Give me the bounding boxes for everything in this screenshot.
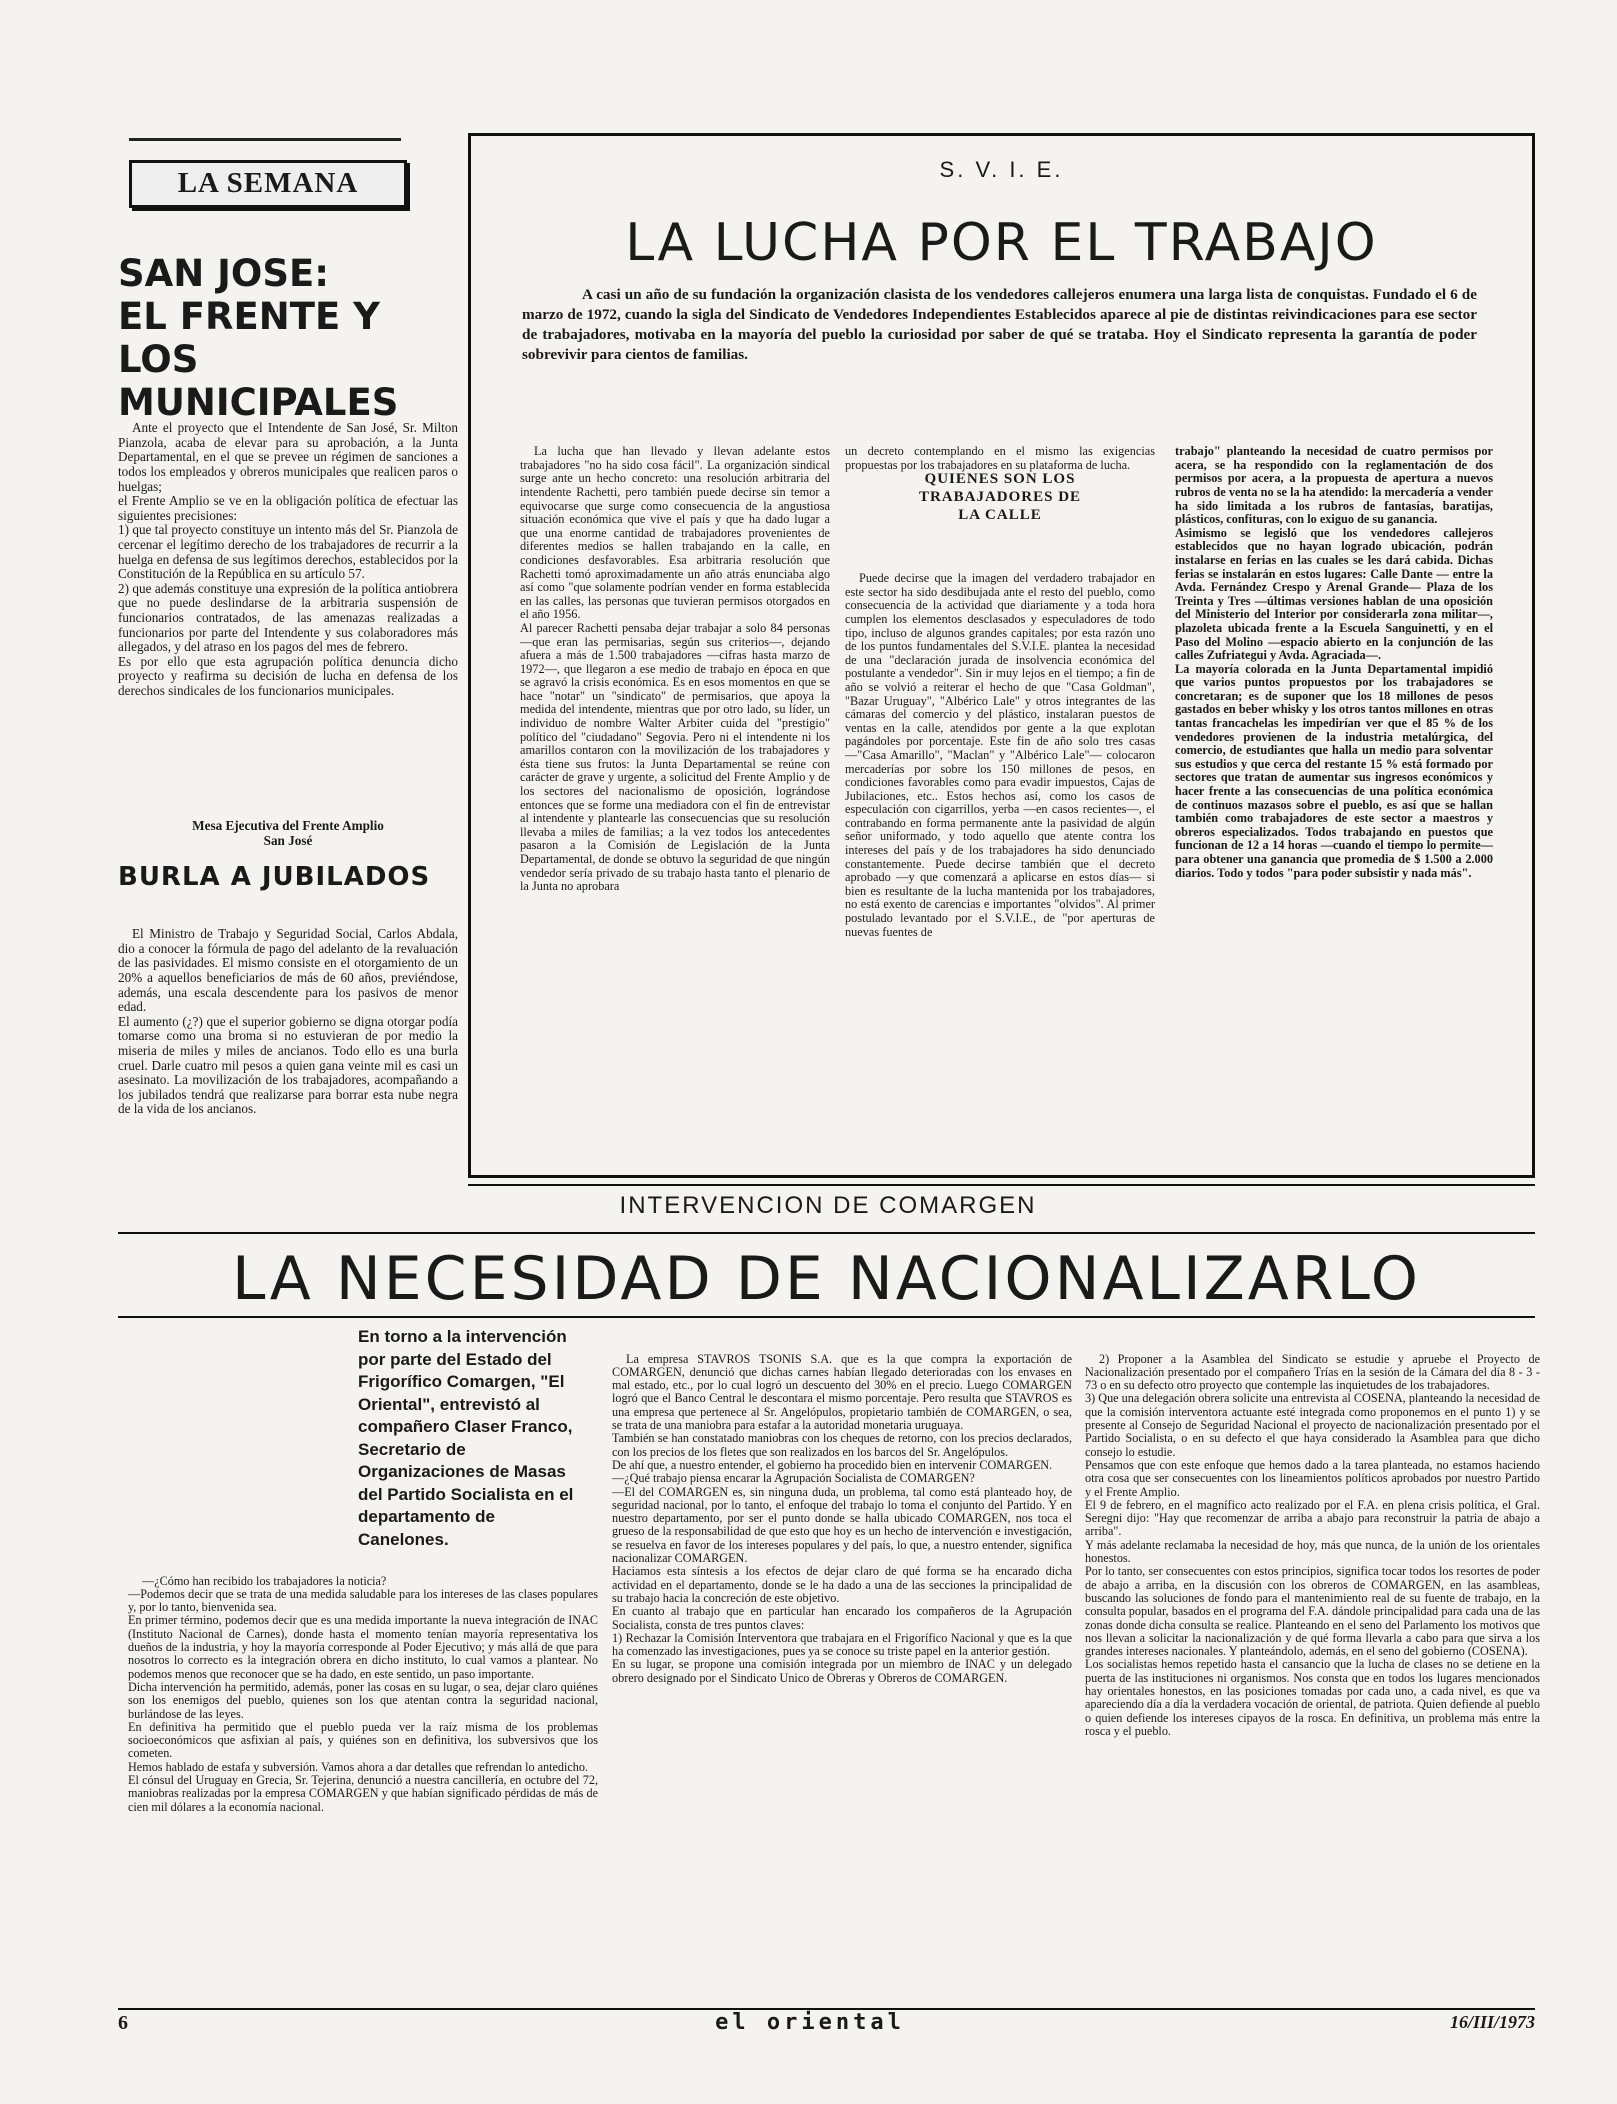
comargen-headline: LA NECESIDAD DE NACIONALIZARLO — [231, 1244, 1422, 1314]
svie-kicker: S. V. I. E. — [939, 157, 1064, 182]
story1-body: Ante el proyecto que el Intendente de San José, Sr. Milton Pianzola, acaba de elevar para su aprobación, a la Junta Departamental, en el que se prevee un régimen de sanciones a todos los empleados y obreros municipales que realicen paros o huelgas; el Frente Amplio se ve en la obligación política de efectuar las siguientes precisiones: 1) que tal proyecto constituye un intento más del Sr. Pianzola de cercenar el legítimo derecho de los trabajadores de recurrir a la huelga en defensa de sus legítimos derechos, establecidos por la Constitución de la República en su artículo 57. 2) que además constituye una expresión de la política antiobrera que no puede deslindarse de la arbitraria suspensión de funcionarios contratados, de las amenazas realizadas a funcionarios por parte del Intendente y sus colaboradores más allegados, y del atraso en los pagos del mes de febrero. Es por ello que esta agrupación política denuncia dicho proyecto y reafirma su decisión de lucha en defensa de los derechos sindicales de los funcionarios municipales. — [118, 420, 458, 698]
story1-signature: Mesa Ejecutiva del Frente Amplio San José — [192, 818, 384, 848]
svie-col1: La lucha que han llevado y llevan adelante estos trabajadores "no ha sido cosa fácil". La organización sindical surge ante un hecho concreto: una resolución arbitraria del intendente Rachetti, pero también puede decirse sin temor a equivocarse que surge como consecuencia de la angustiosa situación económica que vive el país y que ha dado lugar a que una enorme cantidad de trabajadores provenientes de diferentes medios se hallen trabajando en la calle, en condiciones desfavorables. Esa arbitraria resolución que Rachetti tomó aproximadamente un año atrás enunciaba algo así como "que solamente podrían vender en forma establecida en las calles, las personas que tuvieran permisos otorgados en el año 1956. Al parecer Rachetti pensaba dejar trabajar a solo 84 personas —que eran las permisarias, según sus criterios—, dejando afuera a más de 1.500 trabajadores —cifras hasta marzo de 1972—, que llegaron a ese medio de trabajo en época en que se agravó la crisis económica. Es en esos momentos en que se hace "notar" un "sindicato" de permisarios, que apoya la medida del intendente, mientras que por otro lado, su líder, un individuo de nombre Walter Arbiter cuida del "prestigio" político del "ciudadano" Segovia. Pero ni el intendente ni los amarillos contaron con la movilización de los trabajadores y ésta tiene sus frutos: la Junta Departamental se reúne con carácter de grave y urgente, a solicitud del Frente Amplio y de los sectores del nacionalismo de oposición, lográndose entonces que se forme una mediadora con el fin de entrevistar al intendente y plantearle las consecuencias que su resolución llevaba a miles de familias; a la vez todos los antecedentes pasaron a la Comisión de Legislación de la Junta Departamental, de donde se obtuvo la seguridad de que ningún vendedor sería privado de su trabajo hasta tanto el plenario de la Junta no aprobara — [520, 444, 830, 894]
svie-headline: LA LUCHA POR EL TRABAJO — [625, 213, 1378, 273]
footer-date: 16/III/1973 — [1449, 2012, 1535, 2032]
comargen-kicker-rule — [118, 1232, 1535, 1234]
svie-col3: trabajo" planteando la necesidad de cuatro permisos por acera, se ha respondido con la reglamentación de dos permisos por acera, a la propuesta de apertura a nuevos rubros de venta no se la ha atendido: la mercadería a vender ha sido limitada a los rubros de fantasías, baratijas, plásticos, confituras, con lo exiguo de su ganancia. Asimismo se legisló que los vendedores callejeros establecidos que no hayan logrado ubicación, podrán instalarse en ferias en las cuales se les dará cabida. Dichas ferias se instalarán en estos lugares: Calle Dante — entre la Avda. Fernández Crespo y Arenal Grande— Plaza de los Treinta y Tres —últimas versiones hablan de una oposición del Ministerio del Interior por considerarla zona militar—, plazoleta ubicada frente a la Escuela Sanguinetti, y en el Paso del Molino —espacio abierto en la conjunción de las calles Zufriategui y Avda. Agraciada—. La mayoría colorada en la Junta Departamental impidió que varios puntos propuestos por los trabajadores se concretaran; es de suponer que los 18 millones de pesos gastados en beber whisky y los otros tantos millones en otras tantas francachelas les impedirían ver que el 85 % de los vendedores provienen de la industria metalúrgica, del comercio, de estudiantes que halla un medio para solventar sus estudios y que cerca del restante 15 % está formado por sectores que tratan de aumentar sus ingresos económicos y hacer frente a las consecuencias de una política económica de continuos mazasos sobre el pueblo, es así que se hallan también como trabajadores de este sector a maestros y obreros especializados. Todos trabajando en puestos que funcionan de 12 a 14 horas —cuando el tiempo lo permite— para obtener una ganancia que promedia de $ 1.500 a 2.000 diarios. Todo y todos "para poder subsistir y nada más". — [1175, 444, 1493, 880]
svie-col2: Puede decirse que la imagen del verdadero trabajador en este sector ha sido desdibujada ante el resto del pueblo, como consecuencia de la actividad que diariamente y a toda hora cumplen los elementos desclasados y especuladores de todo tipo, incluso de algunos grandes capitales; por esta razón uno de los puntos fundamentales del S.V.I.E. plantea la necesidad de una "declaración jurada de insolvencia económica del postulante a vendedor". Sin ir muy lejos en el tiempo; a fin de año se volvió a reiterar el hecho de que "Casa Goldman", "Bazar Uruguay", "Albérico Lale" y otros integrantes de las cámaras del comercio y del plástico, instalaran puestos de ventas en la calle, atendidos por gente a la que explotan pagándoles por porcentaje. Este fin de año solo tres casas —"Casa Amarillo", "Maclan" y "Albérico Lale"— colocaron mercaderías por sobre los 150 millones de pesos, en condiciones favorables como para evadir impuestos, Cajas de Jubilaciones, etc.. Estos hechos así, como los casos de especulación con cigarrillos, yerba —en casos recientes—, el contrabando en forma permanente ante la pasividad de algún señor uniformado, y todo aquello que atente contra los intereses del país y de los trabajadores ha sido denunciado constantemente. Puede decirse también que el decreto aprobado —y que comenzará a aplicarse en estos días— si bien es resultante de la lucha mantenida por los trabajadores, no está exento de carencias e importantes "olvidos". Al primer postulado levantado por el S.V.I.E., de "por aperturas de nuevas fuentes de — [845, 571, 1159, 939]
svie-lead: A casi un año de su fundación la organización clasista de los vendedores callejeros enumera una larga lista de conquistas. Fundado el 6 de marzo de 1972, cuando la sigla del Sindicato de Vendedores Independientes Establecidos aparece al pie de distintas reivindicaciones para ese sector de trabajadores, motivaba en la mayoría del pueblo la curiosidad por saber de qué se trataba. Hoy el Sindicato representa la garantía de poder sobrevivir para cientos de familias. — [522, 286, 1481, 363]
story2-body: El Ministro de Trabajo y Seguridad Social, Carlos Abdala, dio a conocer la fórmula de pago del adelanto de la revaluación de las pasividades. El mismo consiste en el otorgamiento de un 20% a aquellos beneficiarios de más de 60 años, previéndose, además, una escala descendente para los pasivos de menor edad. El aumento (¿?) que el superior gobierno se digna otorgar podía tomarse como una broma si no estuvieran de por medio la miseria de miles y miles de ancianos. Todo ello es una burla cruel. Darle cuatro mil pesos a quien gana veinte mil es casi un asesinato. La movilización de los trabajadores, acompañando a los jubilados tendrá que realizarse para borrar esta nube negra de la vida de los ancianos. — [118, 926, 458, 1117]
comargen-col3: 2) Proponer a la Asamblea del Sindicato se estudie y apruebe el Proyecto de Nacionalización presentado por el compañero Trías en la sesión de la Cámara del día 8 - 3 - 73 o en su defecto otro proyecto que contemple las inquietudes de los trabajadores. 3) Que una delegación obrera solicite una entrevista al COSENA, planteando la necesidad de que la comisión interventora actuante esté integrada como proponemos en el punto 1) y se presente al Consejo de Seguridad Nacional el proyecto de nacionalización presentado por el Partido Socialista, o en su defecto el que haya considerado la Asamblea para que dicho consejo lo estudie. Pensamos que con este enfoque que hemos dado a la tarea planteada, no estamos haciendo otra cosa que ser consecuentes con los lineamientos políticos aprobados por nuestro Partido y el Frente Amplio. El 9 de febrero, en el magnífico acto realizado por el F.A. en plena crisis política, el Gral. Seregni dijo: "Hay que recomenzar de arriba a abajo para reconstruir la patria de abajo a arriba". Y más adelante reclamaba la necesidad de hoy, más que nunca, de la unión de los orientales honestos. Por lo tanto, ser consecuentes con estos principios, significa tocar todos los resortes de poder de abajo a arriba, en la discusión con los obreros de COMARGEN, en las asambleas, buscando las soluciones de fondo para el mantenimiento real de su fuente de trabajo, en la consulta popular, basados en el programa del F.A. dándole principalidad para cada una de las zonas donde dicha consulta se realice. Planteando en el seno del Parlamento los motivos que nos llevan a solicitar la nacionalización y de qué forma llevarla a cabo para que sirva a los grandes intereses nacionales. Y planteándolo, además, en el seno del gobierno (COSENA). Los socialistas hemos repetido hasta el cansancio que la lucha de clases no se detiene en la puerta de las instituciones ni organismos. Nos consta que en todos los lugares mencionados hay orientales honestos, en las posiciones tomadas por cada uno, a cada nivel, es que va apareciendo día a día la verdadera vocación de oriental, de patriota. Quien defiende al pueblo o quien defiende los intereses cipayos de la rosca. En definitiva, un problema más entre la rosca y el pueblo. — [1085, 1351, 1540, 1738]
story1-headline: SAN JOSE: EL FRENTE Y LOS MUNICIPALES — [118, 252, 399, 424]
top-rule — [129, 138, 401, 141]
footer-paper-name: el oriental — [715, 2010, 905, 2035]
footer-page-number: 6 — [118, 2012, 128, 2034]
comargen-col2: La empresa STAVROS TSONIS S.A. que es la que compra la exportación de COMARGEN, denunció que dichas carnes habían llegado deterioradas con los envases en mal estado, etc., por lo cual logró un descuento del 30% en el precio. Luego COMARGEN logró que el Banco Central le descontara el mismo porcentaje. Pero resulta que STAVROS es una empresa que pertenece al Sr. Angelópulos, propietario también de COMARGEN, o sea, se trata de una maniobra para estafar a la autoridad monetaria uruguaya. También se han constatado maniobras con los cheques de retorno, con los precios declarados, con los precios de los fletes que son realizados en los barcos del Sr. Angelópulos. De ahí que, a nuestro entender, el gobierno ha procedido bien en intervenir COMARGEN. —¿Qué trabajo piensa encarar la Agrupación Socialista de COMARGEN? —El del COMARGEN es, sin ninguna duda, un problema, tal como está planteado hoy, de seguridad nacional, por lo tanto, el enfoque del trabajo lo toma el conjunto del Partido. Y en nuestro departamento, por ser el punto donde se halla ubicado COMARGEN, nos toca el grueso de la responsabilidad de que esto que hoy es un hecho de intervención e investigación, se resuelva en favor de los intereses populares y del país, lo que, a nuestro entender, significa nacionalizar COMARGEN. Haciamos esta síntesis a los efectos de dejar claro de qué forma se ha encarado dicha actividad en el departamento, donde se le ha dado a una de las secciones la principalidad de su trabajo hacia la concreción de este objetivo. En cuanto al trabajo que en particular han encarado los compañeros de la Agrupación Socialista, consta de tres puntos claves: 1) Rechazar la Comisión Interventora que trabajara en el Frigorífico Nacional y que es la que ha comenzado las investigaciones, pues ya se conoce su triste papel en la anterior gestión. En su lugar, se propone una comisión integrada por un miembro de INAC y un delegado obrero designado por el Sindicato Unico de Obreras y Obreros de COMARGEN. — [612, 1351, 1072, 1685]
comargen-kicker: INTERVENCION DE COMARGEN — [619, 1192, 1037, 1219]
comargen-intro: En torno a la intervención por parte del Estado del Frigorífico Comargen, "El Oriental", entrevistó al compañero Claser Franco, Secretario de Organizaciones de Masas del Partido Socialista en el departamento de Canelones. — [358, 1327, 574, 1549]
story2-headline: BURLA A JUBILADOS — [118, 862, 431, 892]
comargen-top-rule — [468, 1184, 1535, 1186]
comargen-head-rule — [118, 1316, 1535, 1318]
svie-col2-top: un decreto contemplando en el mismo las exigencias propuestas por los trabajadores en su plataforma de lucha. — [845, 444, 1159, 472]
svie-subhead: QUIENES SON LOS TRABAJADORES DE LA CALLE — [918, 471, 1082, 523]
comargen-col1: —¿Cómo han recibido los trabajadores la noticia? —Podemos decir que se trata de una medida saludable para los intereses de las clases populares y, por lo tanto, bienvenida sea. En primer término, podemos decir que es una medida importante la nueva integración de INAC (Instituto Nacional de Carnes), donde hasta el momento tenían mayoría representativa los dueños de la industria, y hoy la mayoría corresponde al Poder Ejecutivo; y más allá de que para nosotros lo correcto es la integración obrera en dicho instituto, lo cual vamos a plantear. No podemos menos que reconocer que se ha dado, en este sentido, un paso importante. Dicha intervención ha permitido, además, poner las cosas en su lugar, o sea, dejar claro quiénes son los enemigos del pueblo, quienes son los que atentan contra la seguridad nacional, burlándose de las leyes. En definitiva ha permitido que el pueblo pueda ver la raíz misma de los problemas socioeconómicos que asfixian al país, y quiénes son en definitiva, los subversivos que los cometen. Hemos hablado de estafa y subversión. Vamos ahora a dar detalles que refrendan lo antedicho. El cónsul del Uruguay en Grecia, Sr. Tejerina, denunció a nuestra cancillería, en octubre del 72, maniobras realizadas por la empresa COMARGEN y que habían significado pérdidas de más de cien mil dólares a la economía nacional. — [128, 1573, 598, 1814]
section-logo: LA SEMANA — [129, 160, 407, 208]
